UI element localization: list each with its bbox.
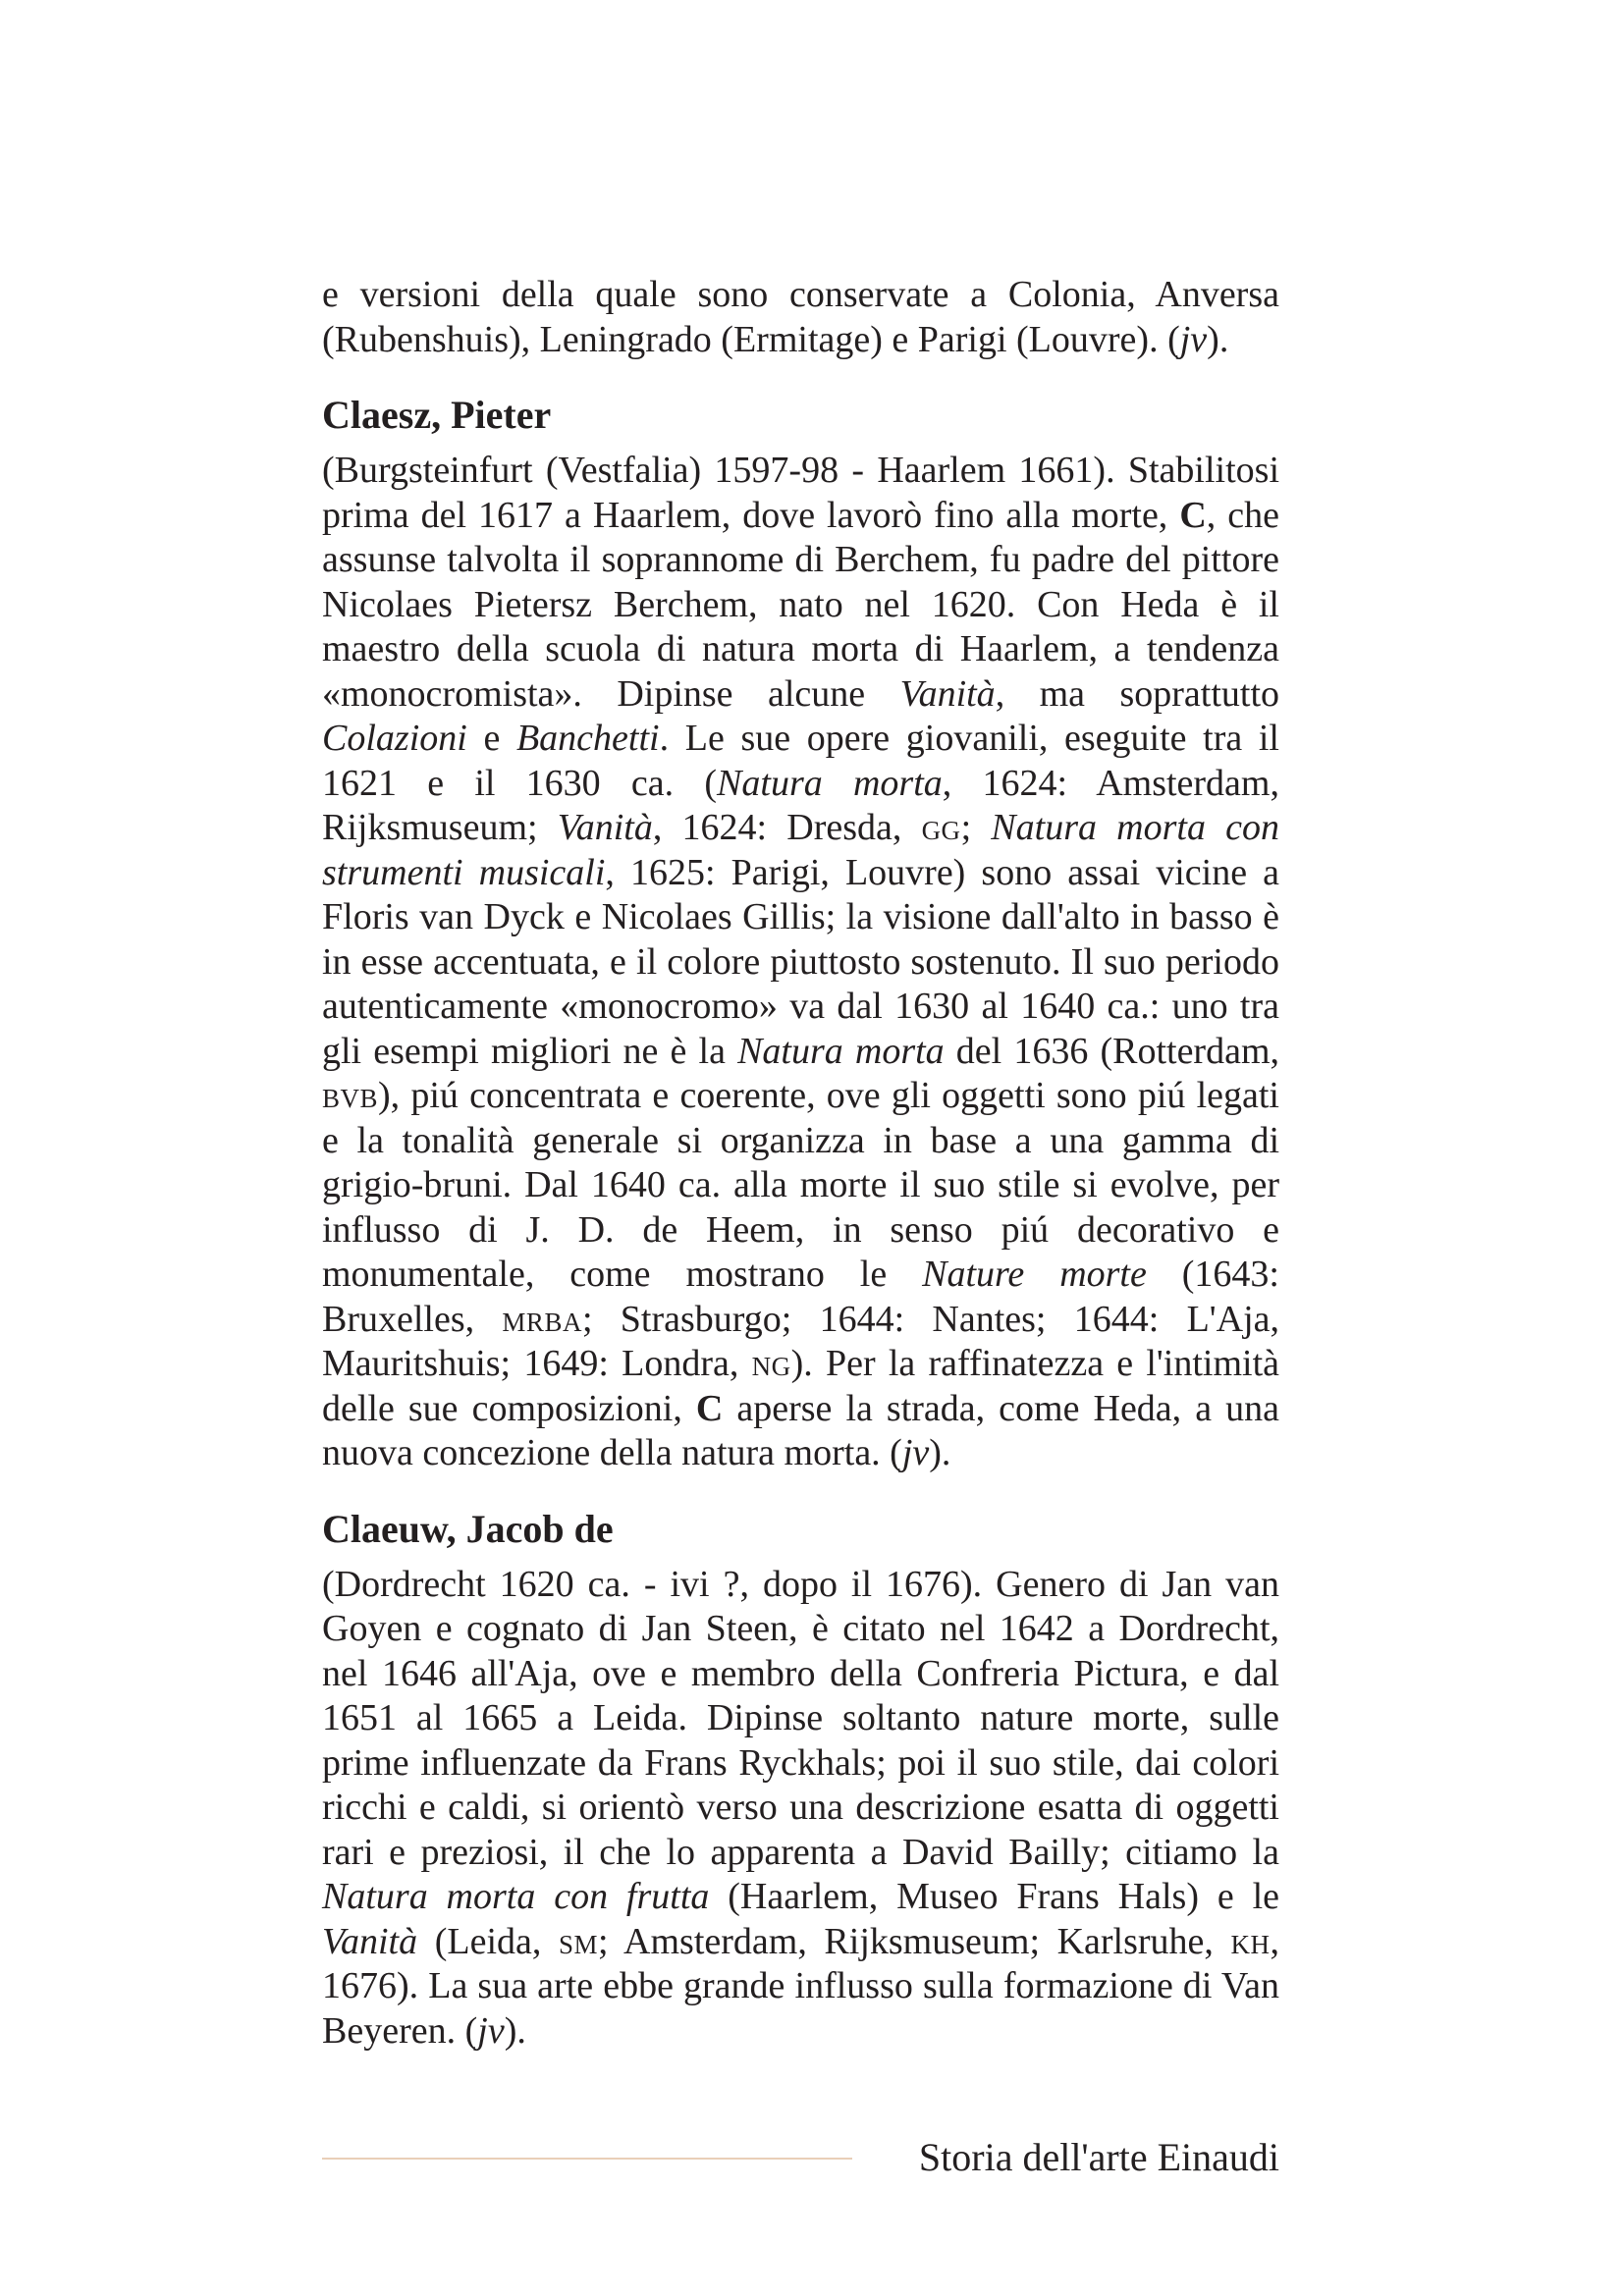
intro-text-end: ). bbox=[1207, 318, 1229, 360]
text-run: ; Strasburgo; 1644: Nantes; 1644: L'Aja, Mauritshuis; 1649: Londra, bbox=[322, 1298, 1280, 1384]
intro-paragraph bbox=[322, 273, 1279, 362]
text-run: ). Per la raffinatezza e l'intimità delle sue composizioni, bbox=[322, 1343, 1279, 1429]
author-initials: jv bbox=[901, 1432, 930, 1473]
work-title: Vanità bbox=[899, 672, 996, 715]
work-title: Natura morta con strumenti musicali bbox=[322, 807, 1279, 893]
work-title: Vanità bbox=[557, 807, 653, 848]
text-run: ), piú concentrata e coerente, ove gli oggetti sono piú legati e la tonalità generale si organizza in base a una gamma di grigio-bruni. Dal 1640 ca. alla morte il suo stile si evolve, per influsso di J. D. de Heem, in senso piú decorativo e monumentale, come mostrano le bbox=[322, 1075, 1279, 1295]
work-title: Natura morta bbox=[737, 1030, 945, 1072]
text-run: (Haarlem, Museo Frans Hals) e le bbox=[709, 1876, 1279, 1917]
text-run: , 1676). La sua arte ebbe grande influsso sulla formazione di Van Beyeren. ( bbox=[322, 1920, 1280, 2052]
museum-abbreviation: gg bbox=[921, 807, 961, 848]
text-run: ; Amsterdam, Rijksmuseum; Karlsruhe, bbox=[598, 1920, 1231, 1962]
text-run: , 1625: Parigi, Louvre) sono assai vicine a Floris van Dyck e Nicolaes Gillis; la visione dall'alto in basso è in esse accentuata, e il colore piuttosto sostenuto. Il suo periodo autenticamente «monocromo» va dal 1630 al 1640 ca.: uno tra gli esempi migliori ne è la bbox=[322, 851, 1279, 1072]
work-title: Banchetti bbox=[515, 718, 660, 759]
intro-text: e versioni della quale sono conservate a Colonia, Anversa (Rubenshuis), Leningrado (Ermitage) e Parigi (Louvre). ( bbox=[322, 274, 1279, 360]
work-title: Vanità bbox=[322, 1920, 418, 1962]
work-title: Colazioni bbox=[322, 718, 467, 759]
footer-publisher: Storia dell'arte Einaudi bbox=[918, 2135, 1279, 2179]
museum-abbreviation: bvb bbox=[322, 1075, 379, 1116]
text-run: (1643: Bruxelles, bbox=[322, 1254, 1279, 1340]
text-run: , che assunse talvolta il soprannome di Berchem, fu padre del pittore Nicolaes Pietersz Berchem, nato nel 1620. Con Heda è il maestro della scuola di natura morta di Haarlem, a tendenza «monocromista». Dipinse alcune bbox=[322, 494, 1279, 715]
text-run: ). bbox=[504, 2009, 526, 2052]
text-run: (Leida, bbox=[417, 1920, 559, 1962]
text-run: ). bbox=[929, 1432, 951, 1473]
text-run: e bbox=[466, 718, 516, 759]
work-title: Natura morta con frutta bbox=[322, 1876, 710, 1917]
entry-body bbox=[322, 1563, 1279, 2055]
text-run: ; bbox=[960, 807, 992, 848]
entry-abbreviation: C bbox=[1179, 494, 1207, 536]
museum-abbreviation: sm bbox=[558, 1920, 598, 1962]
work-title: Natura morta bbox=[717, 762, 943, 804]
entry-heading: Claeuw, Jacob de bbox=[322, 1506, 614, 1551]
work-title: Nature morte bbox=[922, 1254, 1147, 1295]
footer-rule bbox=[322, 2158, 852, 2160]
page-footer bbox=[322, 2134, 1279, 2183]
text-run: . Le sue opere giovanili, eseguite tra il 1621 e il 1630 ca. ( bbox=[322, 718, 1279, 804]
entry-abbreviation: C bbox=[695, 1387, 724, 1429]
author-initials: jv bbox=[477, 2009, 505, 2052]
text-run: del 1636 (Rotterdam, bbox=[944, 1030, 1280, 1072]
entry-body bbox=[322, 449, 1279, 1476]
text-run: , 1624: Amsterdam, Rijksmuseum; bbox=[322, 762, 1279, 848]
text-run: aperse la strada, come Heda, a una nuova concezione della natura morta. ( bbox=[322, 1387, 1279, 1473]
entry-heading: Claesz, Pieter bbox=[322, 393, 552, 437]
text-run: , 1624: Dresda, bbox=[652, 807, 922, 848]
text-run: (Dordrecht 1620 ca. - ivi ?, dopo il 1676). Genero di Jan van Goyen e cognato di Jan Steen, è citato nel 1642 a Dordrecht, nel 1646 all'Aja, ove e membro della Confreria Pictura, e dal 1651 al 1665 a Leida. Dipinse soltanto nature morte, sulle prime influenzate da Frans Ryckhals; poi il suo stile, dai colori ricchi e caldi, si orientò verso una descrizione esatta di oggetti rari e preziosi, il che lo apparenta a David Bailly; citiamo la bbox=[322, 1563, 1279, 1873]
text-run: (Burgsteinfurt (Vestfalia) 1597-98 - Haarlem 1661). Stabilitosi prima del 1617 a Haarlem, dove lavorò fino alla morte, bbox=[322, 450, 1279, 536]
museum-abbreviation: ng bbox=[751, 1343, 791, 1384]
museum-abbreviation: mrba bbox=[502, 1298, 582, 1340]
text-run: , ma soprattutto bbox=[995, 672, 1280, 715]
museum-abbreviation: kh bbox=[1230, 1920, 1271, 1962]
text-column bbox=[322, 273, 1279, 2054]
author-initials: jv bbox=[1179, 318, 1208, 360]
